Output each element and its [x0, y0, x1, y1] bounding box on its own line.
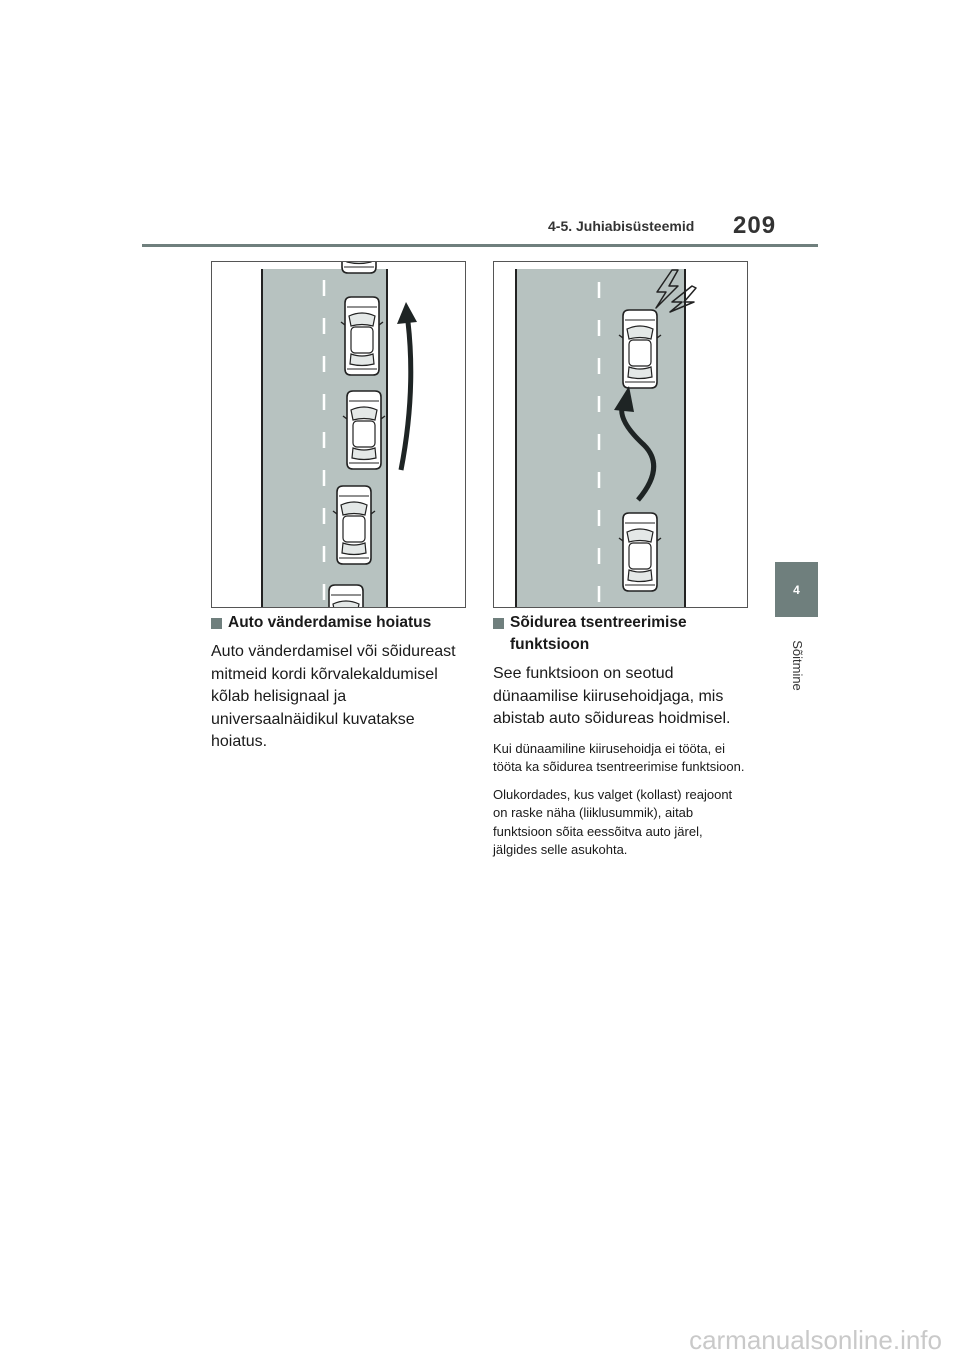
chapter-label: Sõitmine [789, 639, 805, 691]
car-icon [341, 297, 383, 375]
lane-departure-illustration [211, 261, 466, 608]
section-title: 4-5. Juhiabisüsteemid [548, 218, 695, 234]
car-icon [343, 391, 385, 469]
road-surface [516, 269, 685, 607]
lane-departure-section [211, 612, 473, 763]
page-number: 209 [733, 212, 777, 239]
chapter-tab[interactable] [775, 562, 818, 617]
header-divider [142, 244, 818, 247]
car-icon [325, 585, 367, 607]
square-bullet-icon [211, 618, 222, 629]
lane-centering-illustration [493, 261, 748, 608]
chapter-number: 4 [793, 582, 800, 597]
body-paragraph: See funktsioon on seotud dünaamilise kiirusehoidjaga, mis abistab auto sõidureas hoidmisel. [493, 665, 731, 727]
section-heading: Auto vänderdamise hoiatus [211, 612, 473, 634]
car-icon [619, 513, 661, 591]
car-icon [338, 262, 380, 273]
section-heading: Sõidurea tsentreerimise funktsioon [493, 612, 748, 656]
car-icon [619, 310, 661, 388]
square-bullet-icon [493, 618, 504, 629]
note-paragraph: Kui dünaamiline kiirusehoidja ei tööta, ei tööta ka sõidurea tsentreerimise funktsioon. [493, 740, 745, 774]
arrow-icon [397, 302, 417, 470]
note-paragraph: Olukordades, kus valget (kollast) reajoont on raske näha (liiklusummik), aitab funktsioon sõita eessõitva auto järel, jälgides selle asukohta. [493, 786, 733, 857]
lane-centering-section [493, 612, 748, 869]
body-paragraph: Auto vänderdamisel või sõidureast mitmeid kordi kõrvalekaldumisel kõlab helisignaal ja universaalnäidikul kuvatakse hoiatus. [211, 643, 456, 750]
watermark: carmanualsonline.info [689, 1325, 942, 1355]
car-icon [333, 486, 375, 564]
